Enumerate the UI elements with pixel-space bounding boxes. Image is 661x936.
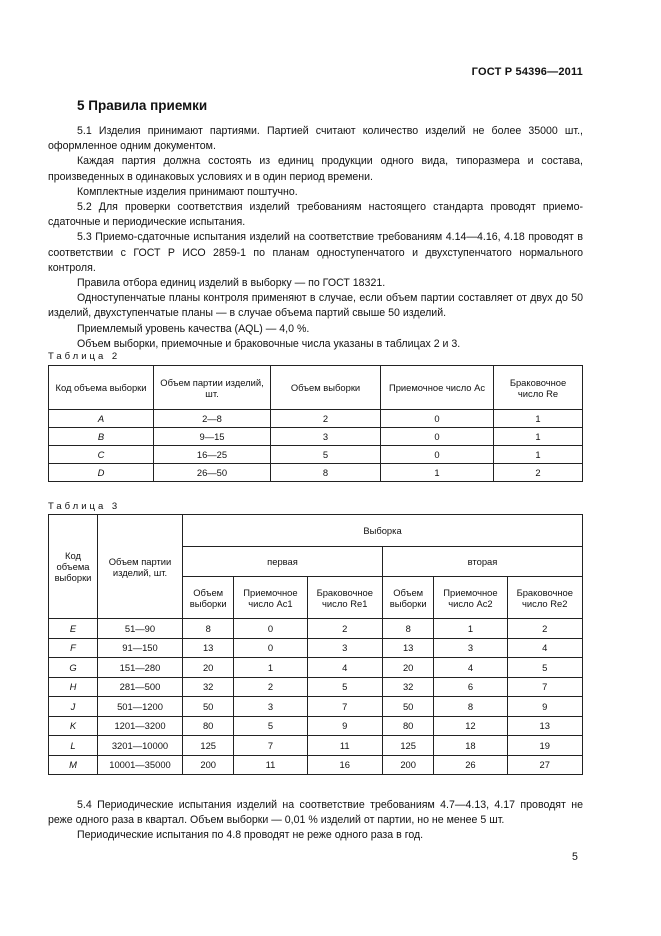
- table-cell: A: [49, 410, 154, 428]
- table-cell: 3: [271, 428, 381, 446]
- table-cell: 9: [307, 716, 382, 736]
- col-header: первая: [183, 547, 383, 577]
- footer-text: [48, 798, 583, 844]
- col-header: Код объема выборки: [49, 515, 98, 619]
- table-row: [49, 638, 583, 658]
- table-cell: 7: [507, 677, 583, 697]
- table-cell: 32: [382, 677, 433, 697]
- col-header: Объем партии изделий, шт.: [98, 515, 183, 619]
- table-cell: 13: [183, 638, 234, 658]
- body-text: [48, 124, 583, 352]
- table-cell: 80: [183, 716, 234, 736]
- table-cell: 2: [307, 619, 382, 639]
- table-row: [49, 410, 583, 428]
- table-cell: 0: [381, 410, 494, 428]
- col-header: Приемочное число Ac2: [434, 577, 507, 619]
- col-header: Выборка: [183, 515, 583, 547]
- table-cell: 125: [382, 736, 433, 756]
- col-header: Приемочное число Ac: [381, 366, 494, 410]
- table-cell: F: [49, 638, 98, 658]
- table-cell: 1: [494, 410, 583, 428]
- table-cell: 1: [234, 658, 307, 678]
- section-heading: 5 Правила приемки: [77, 98, 208, 113]
- table-cell: 9: [507, 697, 583, 717]
- table-cell: 1: [434, 619, 507, 639]
- table-cell: 5: [271, 446, 381, 464]
- table-cell: G: [49, 658, 98, 678]
- table-cell: 1: [494, 428, 583, 446]
- table-cell: 3: [434, 638, 507, 658]
- table-cell: 3: [234, 697, 307, 717]
- table-cell: 5: [234, 716, 307, 736]
- paragraph: 5.1 Изделия принимают партиями. Партией считают количество изделий не более 35000 шт., оформленное одним документом.: [48, 125, 583, 153]
- table-cell: 20: [382, 658, 433, 678]
- table-cell: 4: [307, 658, 382, 678]
- document-header: ГОСТ Р 54396—2011: [471, 66, 583, 78]
- table-cell: D: [49, 464, 154, 482]
- paragraph: 5.3 Приемо-сдаточные испытания изделий на соответствие требованиям 4.14—4.16, 4.18 проводят в соответствии с ГОСТ Р ИСО 2859-1 по планам одноступенчатого и двухступенчатого нормального контроля.: [48, 231, 583, 274]
- table-cell: 125: [183, 736, 234, 756]
- col-header: Браковочное число Re2: [507, 577, 583, 619]
- table-cell: 12: [434, 716, 507, 736]
- page-number: 5: [572, 851, 578, 863]
- table-row: [49, 755, 583, 775]
- table-row: [49, 428, 583, 446]
- table-row: [49, 677, 583, 697]
- table-cell: 13: [507, 716, 583, 736]
- table-cell: 151—280: [98, 658, 183, 678]
- paragraph: 5.2 Для проверки соответствия изделий требованиям настоящего стандарта проводят приемо-сдаточные и периодические испытания.: [48, 201, 583, 229]
- table-row: [49, 464, 583, 482]
- table-cell: 3: [307, 638, 382, 658]
- table-cell: 0: [381, 428, 494, 446]
- table-cell: 8: [382, 619, 433, 639]
- paragraph: Периодические испытания по 4.8 проводят не реже одного раза в год.: [77, 829, 424, 842]
- table-cell: 7: [234, 736, 307, 756]
- table2-caption: Таблица 2: [48, 351, 121, 362]
- table-cell: 4: [507, 638, 583, 658]
- table-cell: 1201—3200: [98, 716, 183, 736]
- table-row: [49, 619, 583, 639]
- paragraph: Объем выборки, приемочные и браковочные числа указаны в таблицах 2 и 3.: [77, 337, 461, 350]
- table-cell: 9—15: [154, 428, 271, 446]
- table-3: [48, 514, 583, 775]
- table-cell: 10001—35000: [98, 755, 183, 775]
- paragraph: Приемлемый уровень качества (AQL) — 4,0 %.: [77, 322, 310, 335]
- table-cell: 4: [434, 658, 507, 678]
- table-cell: 2: [271, 410, 381, 428]
- table-cell: 501—1200: [98, 697, 183, 717]
- table-cell: 8: [434, 697, 507, 717]
- table-cell: 5: [507, 658, 583, 678]
- table-cell: 2: [507, 619, 583, 639]
- table-cell: 26—50: [154, 464, 271, 482]
- table-cell: 0: [234, 638, 307, 658]
- col-header: Объем партии изделий, шт.: [154, 366, 271, 410]
- table-cell: 7: [307, 697, 382, 717]
- paragraph: Каждая партия должна состоять из единиц продукции одного вида, типоразмера и состава, произведенных в одинаковых условиях и в один период времени.: [48, 155, 583, 183]
- table-row: [49, 716, 583, 736]
- col-header: Объем выборки: [382, 577, 433, 619]
- table-cell: 11: [234, 755, 307, 775]
- table-row: [49, 697, 583, 717]
- table-cell: 3201—10000: [98, 736, 183, 756]
- table-cell: 5: [307, 677, 382, 697]
- table3-caption: Таблица 3: [48, 501, 121, 512]
- table-cell: J: [49, 697, 98, 717]
- col-header: Объем выборки: [271, 366, 381, 410]
- paragraph: Правила отбора единиц изделий в выборку — по ГОСТ 18321.: [77, 277, 386, 290]
- table-cell: 8: [271, 464, 381, 482]
- table-cell: H: [49, 677, 98, 697]
- table-cell: 80: [382, 716, 433, 736]
- table-2: [48, 365, 583, 482]
- table-cell: 50: [382, 697, 433, 717]
- table-cell: 16: [307, 755, 382, 775]
- table-cell: 11: [307, 736, 382, 756]
- col-header: Код объема выборки: [49, 366, 154, 410]
- table-cell: 18: [434, 736, 507, 756]
- table-cell: B: [49, 428, 154, 446]
- table-cell: 0: [381, 446, 494, 464]
- col-header: Браковочное число Re: [494, 366, 583, 410]
- paragraph: Комплектные изделия принимают поштучно.: [77, 185, 298, 198]
- table-cell: C: [49, 446, 154, 464]
- table-cell: 51—90: [98, 619, 183, 639]
- table-cell: 13: [382, 638, 433, 658]
- table-cell: 19: [507, 736, 583, 756]
- table-cell: 200: [183, 755, 234, 775]
- table-cell: 27: [507, 755, 583, 775]
- table-cell: 8: [183, 619, 234, 639]
- table-row: [49, 736, 583, 756]
- table-cell: 20: [183, 658, 234, 678]
- table-cell: 2—8: [154, 410, 271, 428]
- table-cell: E: [49, 619, 98, 639]
- col-header: Браковочное число Re1: [307, 577, 382, 619]
- table-cell: 2: [234, 677, 307, 697]
- table-cell: 26: [434, 755, 507, 775]
- table-cell: 0: [234, 619, 307, 639]
- table-header-row: [49, 515, 583, 547]
- table-header-row: [49, 366, 583, 410]
- table-cell: 50: [183, 697, 234, 717]
- table-cell: 91—150: [98, 638, 183, 658]
- table-cell: K: [49, 716, 98, 736]
- table-cell: 2: [494, 464, 583, 482]
- table-row: [49, 446, 583, 464]
- table-row: [49, 658, 583, 678]
- paragraph: Одноступенчатые планы контроля применяют в случае, если объем партии составляет от двух до 50 изделий, двухступенчатые планы — в случае объема партий свыше 50 изделий.: [48, 292, 583, 320]
- table-cell: 32: [183, 677, 234, 697]
- table-cell: 16—25: [154, 446, 271, 464]
- paragraph: 5.4 Периодические испытания изделий на соответствие требованиям 4.7—4.13, 4.17 проводят не реже одного раза в квартал. Объем выборки — 0,01 % изделий от партии, но не менее 5 шт.: [48, 799, 583, 827]
- table-cell: 1: [494, 446, 583, 464]
- table-cell: 1: [381, 464, 494, 482]
- table-cell: 200: [382, 755, 433, 775]
- table-cell: L: [49, 736, 98, 756]
- table-cell: 281—500: [98, 677, 183, 697]
- col-header: Объем выборки: [183, 577, 234, 619]
- table-cell: 6: [434, 677, 507, 697]
- table-cell: M: [49, 755, 98, 775]
- col-header: вторая: [382, 547, 582, 577]
- col-header: Приемочное число Ac1: [234, 577, 307, 619]
